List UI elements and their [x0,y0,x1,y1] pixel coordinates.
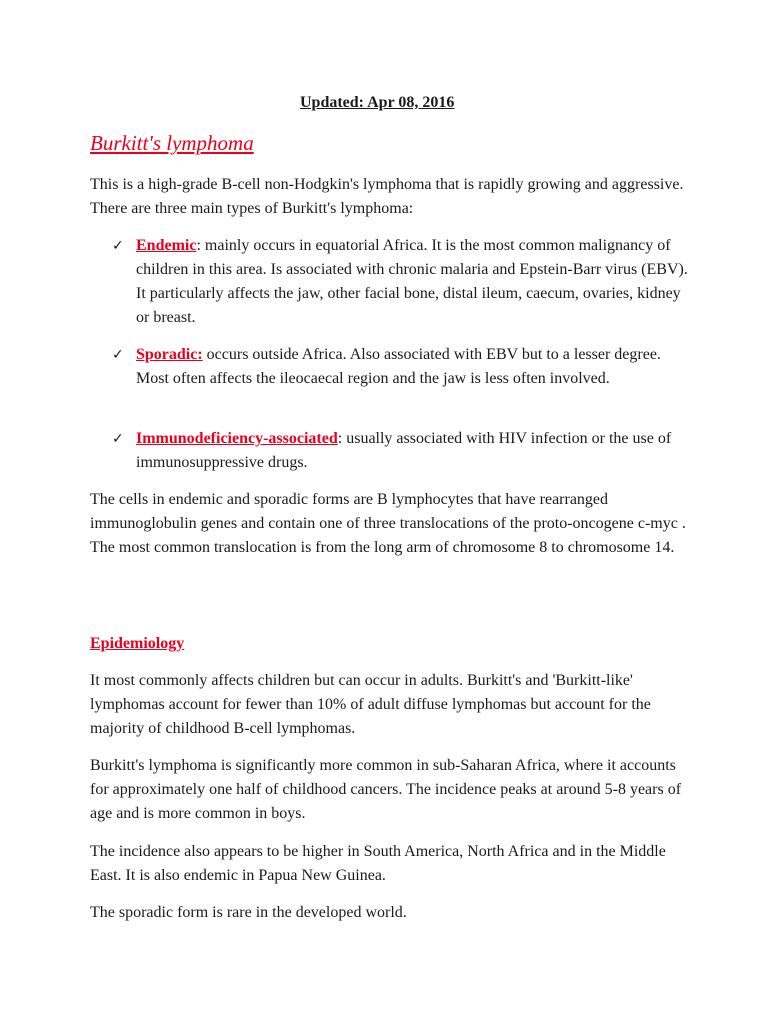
check-mark-icon: ✓ [112,431,124,447]
updated-date: Updated: Apr 08, 2016 [300,94,455,111]
list-item-endemic [112,234,690,330]
list-item-immunodeficiency [112,427,690,475]
term-sporadic: Sporadic: [136,346,203,363]
term-description: : mainly occurs in equatorial Africa. It is the most common malignancy of children in this area. Is associated with chronic malaria and Epstein-Barr virus (EBV). It particularly affects the jaw, other facial bone, distal ileum, caecum, ovaries, kidney or breast. [136,237,688,326]
list-item-sporadic [112,343,690,391]
epidemiology-paragraph: The incidence also appears to be higher in South America, North Africa and in the Middle East. It is also endemic in Papua New Guinea. [90,843,666,884]
term-immunodeficiency: Immunodeficiency-associated [136,430,338,447]
check-mark-icon: ✓ [112,238,124,254]
epidemiology-heading: Epidemiology [90,635,185,652]
term-description: occurs outside Africa. Also associated with EBV but to a lesser degree. Most often affects the ileocaecal region and the jaw is less often involved. [136,346,661,387]
check-mark-icon: ✓ [112,347,124,363]
term-endemic: Endemic [136,237,197,254]
document-title: Burkitt's lymphoma [90,131,254,155]
epidemiology-paragraph: It most commonly affects children but can occur in adults. Burkitt's and 'Burkitt-like' lymphomas account for fewer than 10% of adult diffuse lymphomas but account for the majority of childhood B-cell lymphomas. [90,672,651,737]
epidemiology-paragraph: The sporadic form is rare in the developed world. [90,904,407,921]
term-description: : usually associated with HIV infection or the use of immunosuppressive drugs. [136,430,672,471]
epidemiology-paragraph: Burkitt's lymphoma is significantly more common in sub-Saharan Africa, where it accounts for approximately one half of childhood cancers. The incidence peaks at around 5-8 years of age and is more common in boys. [90,757,682,822]
list-item-text [136,427,690,475]
cells-paragraph: The cells in endemic and sporadic forms are B lymphocytes that have rearranged immunoglobulin genes and contain one of three translocations of the proto-oncogene c-myc . The most common translocation is from the long arm of chromosome 8 to chromosome 14. [90,491,686,556]
list-item-text [136,234,690,330]
intro-paragraph: This is a high-grade B-cell non-Hodgkin's lymphoma that is rapidly growing and aggressive. There are three main types of Burkitt's lymphoma: [90,176,684,217]
list-item-text [136,343,690,391]
